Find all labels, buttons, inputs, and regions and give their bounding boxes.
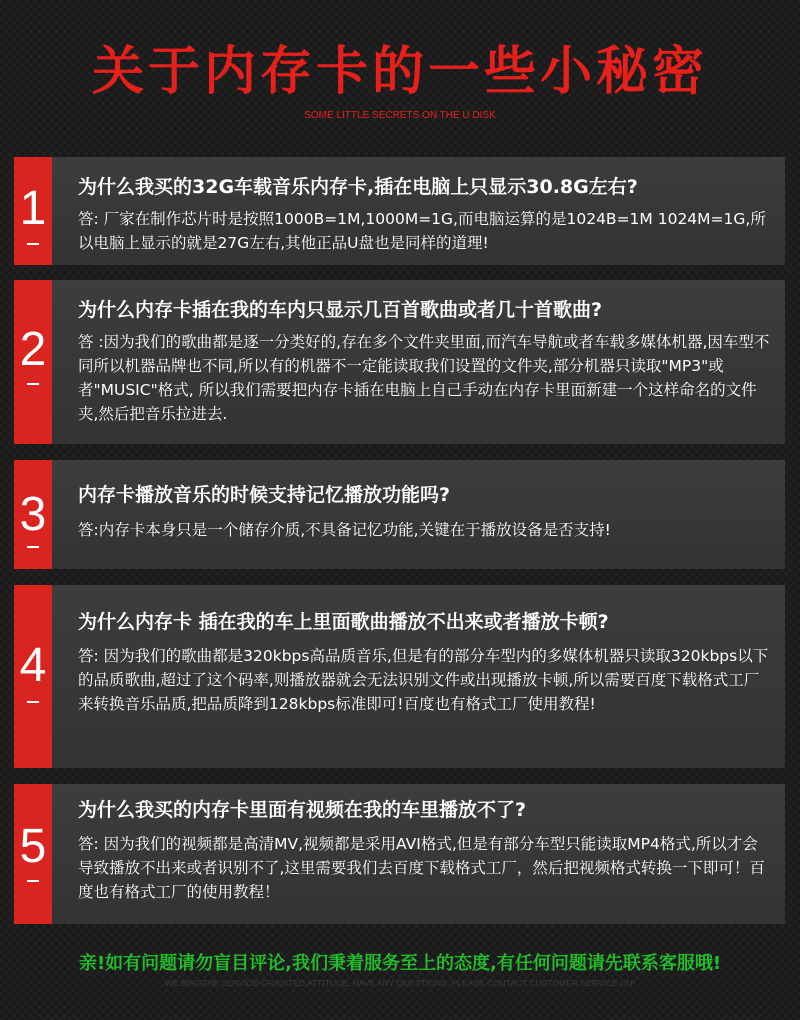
faq-answer: 答: 因为我们的视频都是高清MV,视频都是采用AVI格式,但是有部分车型只能读取MP4格式,所以才会导致播放不出来或者识别不了,这里需要我们去百度下载格式工厂，然后把视频格式转换一下即可！百度也有格式工厂的使用教程！ [78, 835, 765, 901]
number-block [14, 460, 52, 569]
number-dash [27, 701, 39, 703]
faq-question: 为什么内存卡 插在我的车上里面歌曲播放不出来或者播放卡顿? [78, 611, 609, 633]
number-block [14, 280, 52, 444]
footer-notice: 亲!如有问题请勿盲目评论,我们秉着服务至上的态度,有任何问题请先联系客服哦! [78, 953, 722, 974]
page-subtitle: SOME LITTLE SECRETS ON THE U DISK [304, 110, 496, 121]
faq-answer: 答: 因为我们的歌曲都是320kbps高品质音乐,但是有的部分车型内的多媒体机器只读取320kbps以下的品质歌曲,超过了这个码率,则播放器就会无法识别文件或出现播放卡顿,所以需要百度下载格式工厂来转换音乐品质,把品质降到128kbps标准即可!百度也有格式工厂使用教程! [78, 647, 769, 713]
number-block [14, 784, 52, 924]
footer-notice-english: WE BINGZHE SERVICE-ORIENTED ATTITUDE, HAVE ANY QUESTIONS, PLEASE CONTACT CUSTOMER SERVICE OH! [164, 978, 636, 988]
faq-card-4 [14, 585, 785, 768]
page-title: 关于内存卡的一些小秘密 [91, 42, 708, 102]
item-number: 4 [19, 639, 47, 692]
faq-card-1 [14, 157, 785, 265]
faq-card-2 [14, 280, 785, 444]
faq-question: 为什么我买的32G车载音乐内存卡,插在电脑上只显示30.8G左右? [78, 176, 638, 198]
faq-answer: 答: 厂家在制作芯片时是按照1000B=1M,1000M=1G,而电脑运算的是1024B=1M 1024M=1G,所以电脑上显示的就是27G左右,其他正品U盘也是同样的道理! [78, 210, 766, 252]
number-dash [27, 243, 39, 245]
number-dash [27, 383, 39, 385]
header [0, 40, 800, 121]
faq-question: 内存卡播放音乐的时候支持记忆播放功能吗? [78, 484, 451, 506]
footer [0, 952, 800, 988]
faq-question: 为什么内存卡插在我的车内只显示几百首歌曲或者几十首歌曲? [78, 299, 603, 321]
faq-question: 为什么我买的内存卡里面有视频在我的车里播放不了? [78, 799, 527, 821]
number-block [14, 157, 52, 265]
item-number: 2 [19, 323, 47, 376]
item-number: 3 [19, 488, 47, 541]
number-dash [27, 880, 39, 882]
number-dash [27, 546, 39, 548]
item-number: 5 [19, 820, 47, 873]
item-number: 1 [19, 182, 47, 235]
faq-card-3 [14, 460, 785, 569]
number-block [14, 585, 52, 768]
faq-answer: 答:内存卡本身只是一个储存介质,不具备记忆功能,关键在于播放设备是否支持! [78, 521, 611, 539]
faq-card-5 [14, 784, 785, 924]
faq-answer: 答 :因为我们的歌曲都是逐一分类好的,存在多个文件夹里面,而汽车导航或者车载多媒体机器,因车型不同所以机器品牌也不同,所以有的机器不一定能读取我们设置的文件夹,部分机器只读取"MP3"或者"MUSIC"格式, 所以我们需要把内存卡插在电脑上自己手动在内存卡里面新建一个这样命名的文件夹,然后把音乐拉进去. [78, 333, 770, 423]
